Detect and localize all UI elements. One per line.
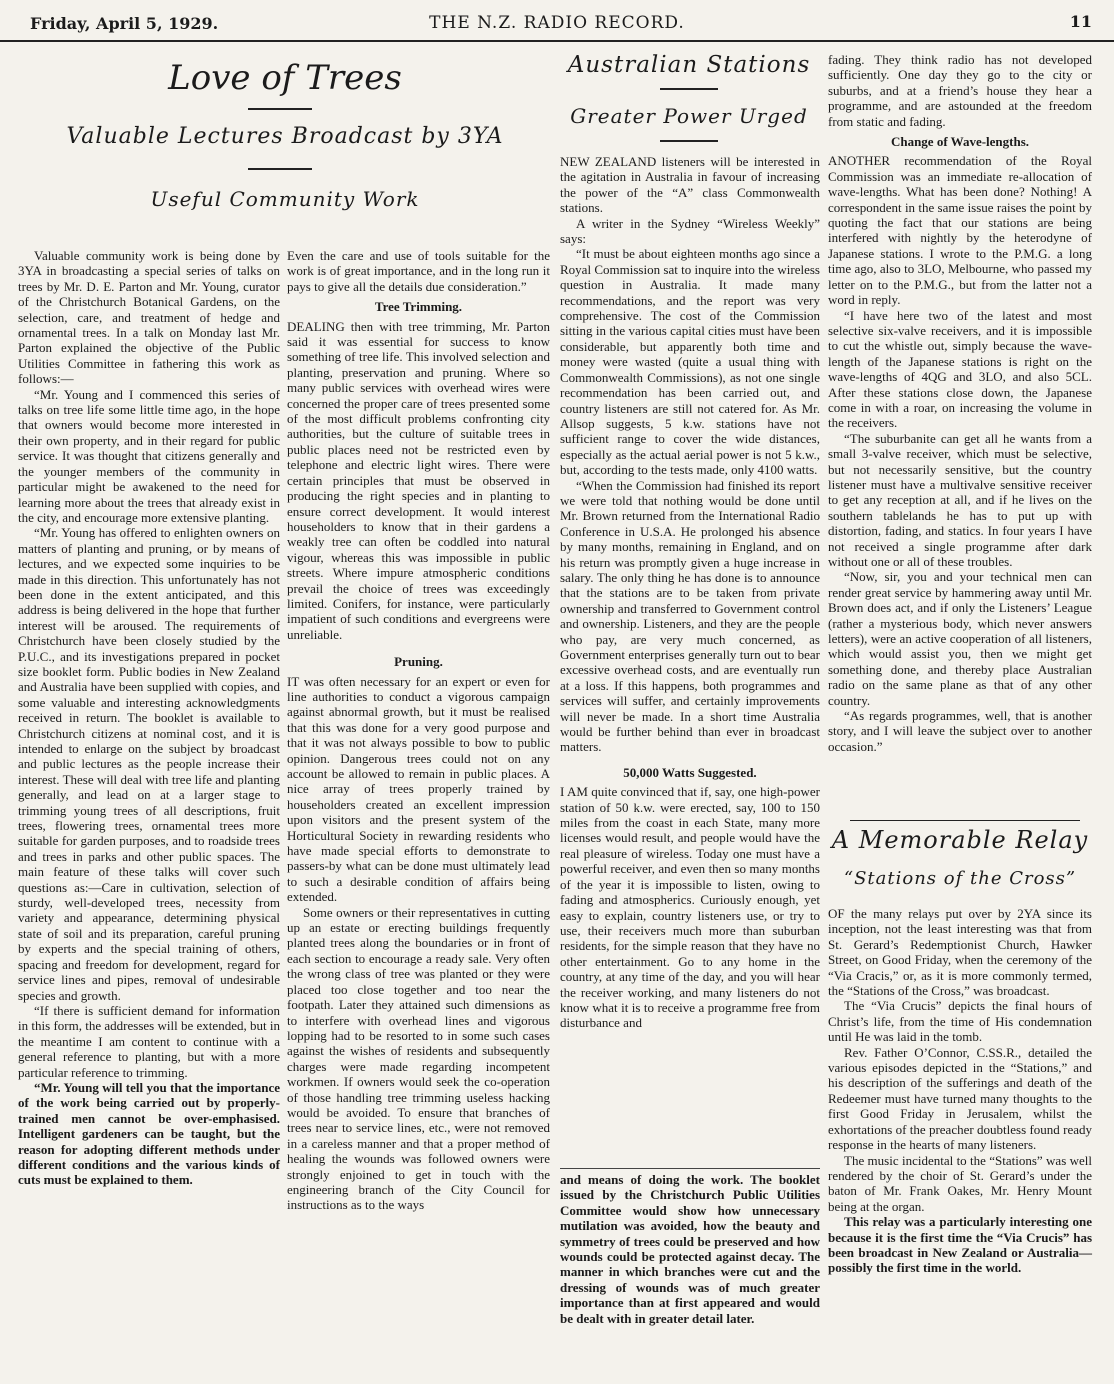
divider xyxy=(660,88,718,90)
section-head-watts: 50,000 Watts Suggested. xyxy=(623,764,757,780)
paragraph: “Now, sir, you and your technical men can render great service by hammering away until Mr. Brown does act, and if only the Listeners’ League (rather a mysterious body, which never answers letters), were an active cooperation of all listeners, which would assist you, then we might get something done, and thereby place Australian radio on the same plane as that of any other country. xyxy=(828,569,1092,708)
paragraph: OF the many relays put over by 2YA since its inception, not the least interesting was that from St. Gerard’s Redemptionist Church, Hawker Street, on Good Friday, when the ceremony of the “Via Cracis,” or, as it is more commonly termed, the “Stations of the Cross,” was broadcast. xyxy=(828,906,1092,999)
paragraph: Valuable community work is being done by 3YA in broadcasting a special series of talks on trees by Mr. D. E. Parton and Mr. Young, curator of the Christchurch Botanical Gardens, on the selection, care, and treatment of hedge and ornamental trees. In a talk on Monday last Mr. Parton explained the objective of the Public Utilities Committee in fathering this work as follows:— xyxy=(18,248,280,387)
paragraph: I AM quite convinced that if, say, one high-power station of 50 k.w. were erected, say, 100 to 150 miles from the coast in each State, many more licenses would result, and people would have the real pleasure of wireless. Today one must have a powerful receiver, and even then so many months of the year it is impossible to listen, owing to fading and atmospherics. Curiously enough, yet easy to explain, country listeners use, or try to use, their receivers much more than suburban residents, for the simple reason that they have no other entertainment. Go to any home in the country, at any time of the day, and you will hear the receiver working, and many listeners do not know what it is to receive a programme free from disturbance and xyxy=(560,784,820,1031)
paragraph: “It must be about eighteen months ago since a Royal Commission sat to inquire into the wireless question in Australia. It made many recommendations, and the report was very comprehensive. The cost of the Commission sitting in the various capital cities must have been considerable, but apparently both time and money were wasted (quite a usual thing with Commonwealth Commissions), as not one single recommendation has been carried out, and country listeners are still not catered for. As Mr. Allsop suggests, 5 k.w. stations have not sufficient range to cover the wide distances, especially as the actual aerial power is not 5 k.w., but, according to the tests made, only 4100 watts. xyxy=(560,246,820,478)
column-2 xyxy=(287,248,550,1348)
paragraph: fading. They think radio has not developed sufficiently. One day they go to the city or suburbs, and at a friend’s house they hear a programme, and are astounded at the freedom from static and fading. xyxy=(828,52,1092,129)
paragraph: “The suburbanite can get all he wants from a small 3-valve receiver, which must be selective, but not necessarily sensitive, but the country listener must have a multivalve sensitive receiver to get any reception at all, and if he lives on the southern tablelands he has to put up with distortion, fading, and statics. In four years I have not received a single programme after dark without one or all of these troubles. xyxy=(828,430,1092,569)
paragraph: The “Via Crucis” depicts the final hours of Christ’s life, from the time of His condemnation until He was laid in the tomb. xyxy=(828,998,1092,1045)
trees-continuation xyxy=(560,1168,820,1352)
trees-subsubhead: Useful Community Work xyxy=(150,187,420,211)
issue-date: Friday, April 5, 1929. xyxy=(30,14,219,33)
page-header xyxy=(0,0,1114,42)
paragraph: “Mr. Young will tell you that the importance of the work being carried out by properly-trained men cannot be over-emphasised. Intelligent gardeners can be taught, but the reason for adopting different methods under different conditions and the various kinds of cuts must be explained to them. xyxy=(18,1079,280,1188)
section-head-wave: Change of Wave-lengths. xyxy=(890,134,1030,150)
paragraph: Even the care and use of tools suitable for the work is of great importance, and in the long run it pays to give all the details due consideration.” xyxy=(287,248,550,294)
paragraph: This relay was a particularly interesting one because it is the first time the “Via Crucis” has been broadcast in New Zealand or Australia—possibly the first time in the world. xyxy=(828,1214,1092,1276)
relay-subhead: “Stations of the Cross” xyxy=(843,868,1077,889)
column-4-relay xyxy=(828,906,1092,1346)
column-1 xyxy=(18,248,280,1348)
divider xyxy=(248,168,312,170)
paragraph: DEALING then with tree trimming, Mr. Parton said it was essential for success to know something of tree life. This involved selection and planting, preservation and pruning. Where so many public services with overhead wires were concerned the proper care of trees presented some of the most difficult problems confronting city authorities, but the culture of suitable trees in public places need not be restricted even by telephone and electric light wires. There were certain principles that must be observed in producing the right species and in planting to ensure correct development. It would interest householders to know that in their gardens a weakly tree can often be coddled into natural vigour, whereas this was impossible in public streets. Where impure atmospheric conditions prevail the choice of trees was exceedingly limited. Conifers, for instance, were particularly impatient of such conditions and evergreens were unreliable. xyxy=(287,318,550,642)
paragraph: NEW ZEALAND listeners will be interested in the agitation in Australia in favour of increasing the power of the “A” class Commonwealth stations. xyxy=(560,154,820,216)
paragraph: A writer in the Sydney “Wireless Weekly” says: xyxy=(560,215,820,247)
divider xyxy=(850,820,1080,821)
paragraph: IT was often necessary for an expert or even for line authorities to conduct a vigorous campaign against abnormal growth, but it must be realised that this was done for a very good purpose and that it was not always possible to bow to public opinion. Dangerous trees could not on any account be allowed to remain in public places. A nice array of trees properly trained by householders created an excellent impression upon visitors and the present system of the Horticultural Society in rewarding residents who have made special efforts to demonstrate to passers-by what can be done must ultimately lead to such a desirable condition of affairs being extended. xyxy=(287,673,550,905)
paragraph: “If there is sufficient demand for information in this form, the addresses will be extended, but in the meantime I am content to continue with a general reference to planting, but with a more particular reference to trimming. xyxy=(18,1002,280,1080)
paragraph: “I have here two of the latest and most selective six-valve receivers, and it is impossible to cut the whistle out, simply because the wave-length of the Japanese stations is right on the wave-lengths of 4QG and 3LO, and also 5CL. After these stations close down, the Japanese come in with a roar, on increasing the volume in the receivers. xyxy=(828,307,1092,431)
divider xyxy=(248,108,312,110)
paragraph: “As regards programmes, well, that is another story, and I will leave the subject over to another occasion.” xyxy=(828,708,1092,754)
paper-title: THE N.Z. RADIO RECORD. xyxy=(429,13,685,33)
paragraph: and means of doing the work. The booklet issued by the Christchurch Public Utilities Committee would show how unnecessary mutilation was avoided, how the beauty and symmetry of trees could be preserved and how wounds could be protected against decay. The manner in which branches were cut and the dressing of wounds was of much greater importance than at first appeared and would be dealt with in greater detail later. xyxy=(560,1172,820,1326)
paragraph: “When the Commission had finished its report we were told that nothing would be done until Mr. Brown returned from the International Radio Conference in U.S.A. He prolonged his absence by many months, remaining in England, and on his return was promptly given a huge increase in salary. The only thing he has done is to announce that the stations are to be taken from private ownership and transferred to Government control and ownership. Listeners, and they are the people who pay, are very much concerned, as Government enterprises generally turn out to bear excessive overhead costs, and are eventually run at a loss. If this happens, both programmes and services will suffer, and certainly improvements will never be made. In a short time Australia would be further behind than ever in broadcast matters. xyxy=(560,477,820,755)
divider xyxy=(660,140,718,142)
column-3 xyxy=(560,154,820,1344)
section-head-trimming: Tree Trimming. xyxy=(374,299,463,315)
paragraph: “Mr. Young has offered to enlighten owners on matters of planting and pruning, or by means of lectures, and we expected some inquiries to be made in this direction. This unfortunately has not been done in the extent anticipated, and this address is being delivered in the hope that further interest will be aroused. The requirements of Christchurch have been closely studied by the P.U.C., and its investigations prepared in pocket size booklet form. Public bodies in New Zealand and Australia have been supplied with copies, and some valuable and interesting acknowledgments received in return. The booklet is available to Christchurch citizens at nominal cost, and it is intended to enlarge on the subject by broadcast and public lectures as the people increase their interest. These will deal with tree life and planting generally, and lead on at a larger stage to trimming young trees of all descriptions, fruit trees, flowering trees, ornamental trees more suitable for garden purposes, and to roadside trees and trees in parks and other public spaces. The main feature of these talks will cover such questions as:—Care in cultivation, selection of sturdy, well-developed trees, necessity from variety and appearance, determining physical state of soil and its preparation, careful pruning by experts and the special training of others, spacing and freedom for development, regard for service lines and pipes, removal of undesirable species and growth. xyxy=(18,525,280,1003)
paragraph: Some owners or their representatives in cutting up an estate or erecting buildings frequently planted trees along the boundaries or in front of each section to encourage a ready sale. Very often the wrong class of tree was planted or they were placed too close together and too near the footpath. Later they attained such dimensions as to interfere with overhead lines and vigorous lopping had to be resorted to in some such cases against the wishes of residents and subsequently charges were made regarding incompetent workmen. If owners would seek the co-operation of those handling tree trimming useless hacking would be avoided. To ensure that branches of trees near to service lines, etc., were not removed in a careless manner and that a proper method of healing the wounds was followed owners were strongly enjoined to get in touch with the engineering branch of the City Council for instructions as to the ways xyxy=(287,904,550,1213)
trees-subhead: Valuable Lectures Broadcast by 3YA xyxy=(66,124,504,149)
section-head-pruning: Pruning. xyxy=(394,654,443,670)
trees-headline: Love of Trees xyxy=(168,58,402,98)
paragraph: “Mr. Young and I commenced this series of talks on tree life some little time ago, in the hope that owners would become more interested in their own property, and in their regard for public service. It was thought that citizens generally and the younger members of the community in particular might be awakened to the need for learning more about the trees that already exist in the city, and encourage more extensive planting. xyxy=(18,386,280,525)
relay-headline: A Memorable Relay xyxy=(831,826,1089,854)
paragraph: Rev. Father O’Connor, C.SS.R., detailed the various episodes depicted in the “Stations,” and his description of the sufferings and death of the Redeemer must have turned many thoughts to the first Good Friday in Jerusalem, whilst the exhortations of the preacher doubtless found ready response in the hearts of many listeners. xyxy=(828,1044,1092,1153)
australian-subhead: Greater Power Urged xyxy=(570,104,808,128)
paragraph: The music incidental to the “Stations” was well rendered by the choir of St. Gerard’s under the baton of Mr. Frank Oakes, Mr. Henry Mount being at the organ. xyxy=(828,1152,1092,1214)
australian-headline: Australian Stations xyxy=(567,52,811,78)
paragraph: ANOTHER recommendation of the Royal Commission was an immediate re-allocation of wave-lengths. What has been done? Nothing! A correspondent in the same issue raises the point by quoting the fact that our stations are being interfered with nightly by the heterodyne of Japanese stations. I wrote to the P.M.G. a long time ago, also to 3LO, Melbourne, who passed my letter on to the P.M.G., but from the latter not a word in reply. xyxy=(828,153,1092,308)
page-number: 11 xyxy=(1069,12,1092,31)
column-4 xyxy=(828,52,1092,812)
